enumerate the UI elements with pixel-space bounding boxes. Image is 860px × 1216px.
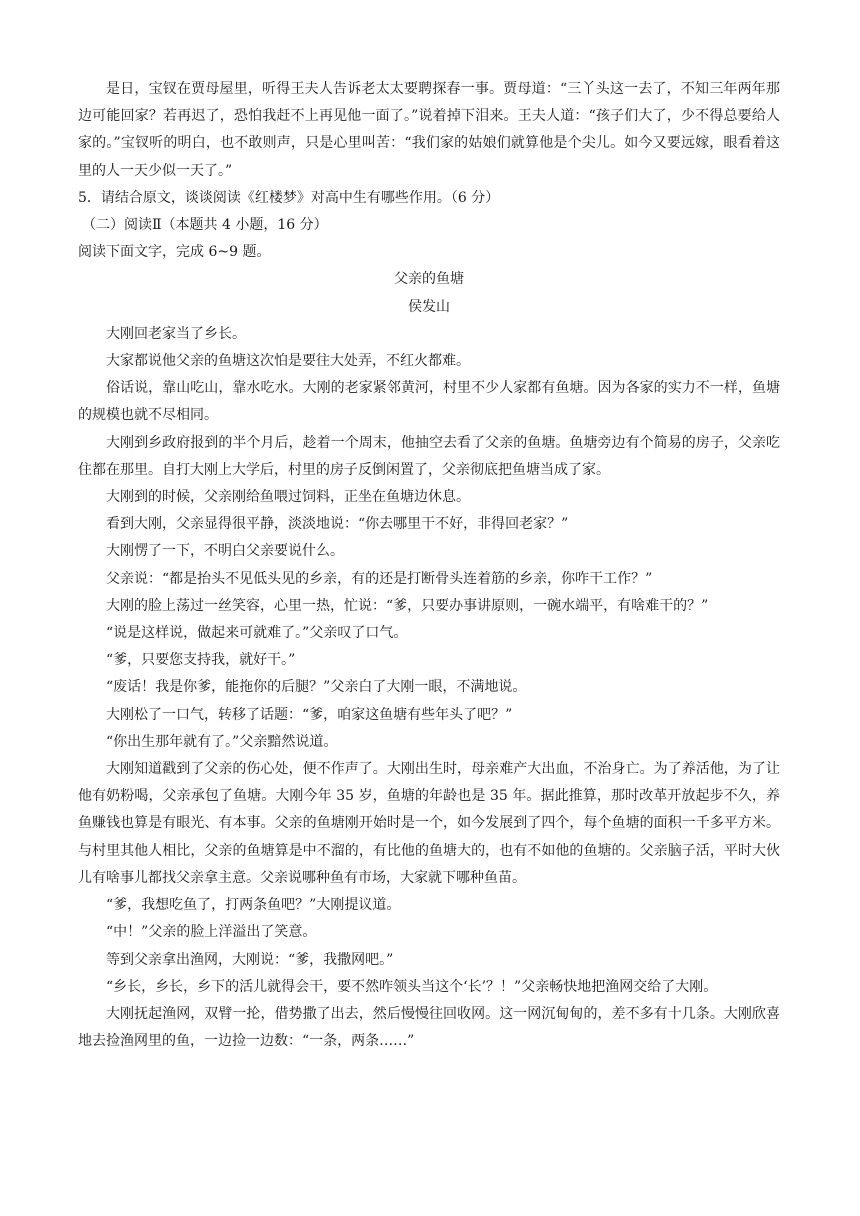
story-paragraph: “爹，只要您支持我，就好干。” <box>106 652 296 669</box>
story-paragraph: “中！”父亲的脸上洋溢出了笑意。 <box>106 924 317 941</box>
story-author: 侯发山 <box>408 298 450 315</box>
story-paragraph: 看到大刚，父亲显得很平静，淡淡地说：“你去哪里干不好，非得回老家？” <box>106 516 569 533</box>
story-paragraph: 等到父亲拿出渔网，大刚说：“爹，我撒网吧。” <box>106 951 394 968</box>
story-paragraph: “废话！我是你爹，能拖你的后腿？”父亲白了大刚一眼，不满地说。 <box>106 679 527 696</box>
story-paragraph: 大家都说他父亲的鱼塘这次怕是要往大处弄，不红火都难。 <box>106 353 470 370</box>
story-paragraph: “爹，我想吃鱼了，打两条鱼吧？”大刚提议道。 <box>106 897 401 914</box>
document-page <box>78 76 780 1055</box>
story-paragraph: 大刚到乡政府报到的半个月后，趁着一个周末，他抽空去看了父亲的鱼塘。鱼塘旁边有个简易的房子，父亲吃住都在那里。自打大刚上大学后，村里的房子反倒闲置了，父亲彻底把鱼塘当成了家。 <box>78 434 780 478</box>
story-paragraph: 俗话说，靠山吃山，靠水吃水。大刚的老家紧邻黄河，村里不少人家都有鱼塘。因为各家的实力不一样，鱼塘的规模也就不尽相同。 <box>78 380 780 424</box>
story-paragraph: 父亲说：“都是抬头不见低头见的乡亲，有的还是打断骨头连着筋的乡亲，你咋干工作？” <box>106 570 653 587</box>
section-heading: （二）阅读Ⅱ（本题共 4 小题，16 分） <box>82 217 328 234</box>
question-5: 5．请结合原文，谈谈阅读《红楼梦》对高中生有哪些作用。（6 分） <box>78 189 500 206</box>
story-paragraph: 大刚知道戳到了父亲的伤心处，便不作声了。大刚出生时，母亲难产大出血，不治身亡。为了养活他，为了让他有奶粉喝，父亲承包了鱼塘。大刚今年 35 岁，鱼塘的年龄也是 35 年。据此推算，那时改革开放起步不久，养鱼赚钱也算是有眼光、有本事。父亲的鱼塘刚开始时是一个，如今发展到了四个，每个鱼塘的面积一千多平方米。与村里其他人相比，父亲的鱼塘算是中不溜的，有比他的鱼塘大的，也有不如他的鱼塘的。父亲脑子活，平时大伙儿有啥事儿都找父亲拿主意。父亲说哪种鱼有市场，大家就下哪种鱼苗。 <box>78 761 780 886</box>
story-paragraph: “乡长，乡长，乡下的活儿就得会干，要不然咋领头当这个‘长’？！”父亲畅快地把渔网交给了大刚。 <box>106 978 718 995</box>
story-paragraph: 大刚回老家当了乡长。 <box>106 325 246 342</box>
reading-instruction: 阅读下面文字，完成 6~9 题。 <box>78 244 271 261</box>
story-paragraph: 大刚抚起渔网，双臂一抡，借势撒了出去，然后慢慢往回收网。这一网沉甸甸的，差不多有十几条。大刚欣喜地去捡渔网里的鱼，一边捡一边数：“一条，两条……” <box>78 1005 780 1050</box>
story-paragraph: “说是这样说，做起来可就难了。”父亲叹了口气。 <box>106 625 408 642</box>
excerpt-paragraph: 是日，宝钗在贾母屋里，听得王夫人告诉老太太要聘探春一事。贾母道：“三丫头这一去了，不知三年两年那边可能回家？若再迟了，恐怕我赶不上再见他一面了。”说着掉下泪来。王夫人道：“孩子们大了，少不得总要给人家的。”宝钗听的明白，也不敢则声，只是心里叫苦：“我们家的姑娘们就算他是个尖儿。如今又要远嫁，眼看着这里的人一天少似一天了。” <box>78 81 780 179</box>
story-paragraph: “你出生那年就有了。”父亲黯然说道。 <box>106 733 338 750</box>
story-paragraph: 大刚到的时候，父亲刚给鱼喂过饲料，正坐在鱼塘边休息。 <box>106 489 470 506</box>
story-paragraph: 大刚愣了一下，不明白父亲要说什么。 <box>106 543 344 560</box>
story-paragraph: 大刚松了一口气，转移了话题：“爹，咱家这鱼塘有些年头了吧？” <box>106 706 513 723</box>
story-title: 父亲的鱼塘 <box>394 271 464 288</box>
story-paragraph: 大刚的脸上荡过一丝笑容，心里一热，忙说：“爹，只要办事讲原则，一碗水端平，有啥难干的？” <box>106 597 709 614</box>
